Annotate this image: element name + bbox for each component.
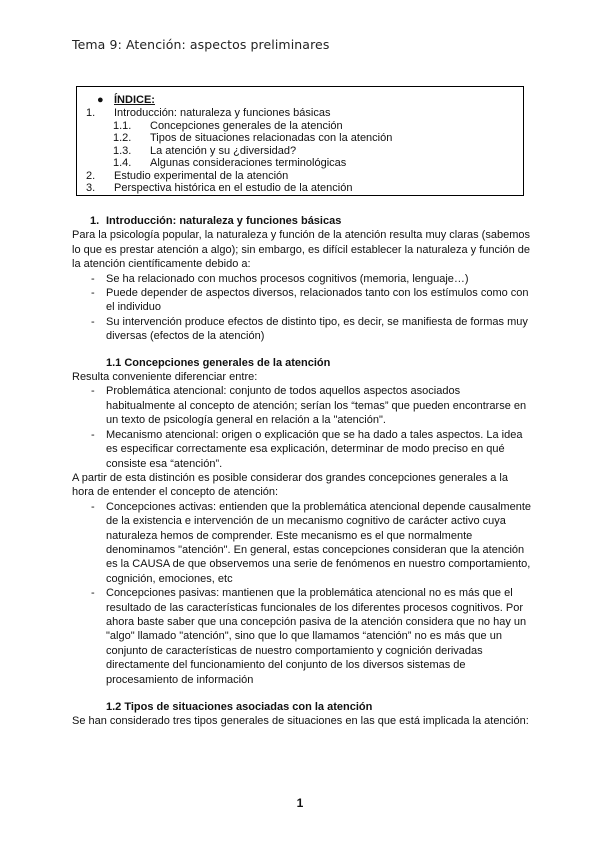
toc-item-label: Concepciones generales de la atención bbox=[150, 120, 343, 132]
toc-item-label: Introducción: naturaleza y funciones básicas bbox=[114, 107, 331, 119]
list-item: - Se ha relacionado con muchos procesos cognitivos (memoria, lenguaje…) bbox=[72, 272, 532, 286]
section-1-intro: Para la psicología popular, la naturaleza y función de la atención resulta muy claras (sabemos lo que es prestar atención a algo); sin embargo, es difícil establecer la naturaleza y función de la atención científicamente debido a: bbox=[72, 229, 530, 271]
list-item: - Concepciones activas: entienden que la problemática atencional depende causalmente de la existencia e intervención de un mecanismo cognitivo de carácter activo cuya naturaleza hemos de comprender. Este mecanismo es el que normalmente denominamos "atención". En general, estas concepciones consideran que la atención es la CAUSA de que observemos una serie de fenómenos en nuestro comportamiento, cognición, emociones, etc bbox=[72, 500, 532, 586]
toc-title: ÍNDICE: bbox=[114, 94, 155, 106]
section-1-2-intro: Se han considerado tres tipos generales de situaciones en las que está implicada la atención: bbox=[72, 715, 529, 728]
page-header-title: Tema 9: Atención: aspectos preliminares bbox=[72, 37, 330, 52]
section-1-1-heading: 1.1 Concepciones generales de la atención bbox=[106, 356, 331, 369]
toc-item-number: 1. bbox=[86, 107, 96, 119]
section-1-1-intro: Resulta conveniente diferenciar entre: bbox=[72, 371, 258, 384]
toc-item-number: 3. bbox=[86, 182, 96, 194]
table-of-contents bbox=[76, 86, 524, 196]
toc-item-number: 2. bbox=[86, 170, 96, 182]
section-1-2-heading: 1.2 Tipos de situaciones asociadas con la atención bbox=[106, 701, 373, 713]
section-1-1-list bbox=[72, 384, 532, 470]
toc-item-number: 1.2. bbox=[113, 132, 132, 144]
toc-item-number: 1.3. bbox=[113, 145, 132, 157]
section-1-list bbox=[72, 272, 532, 344]
list-item: - Puede depender de aspectos diversos, relacionados tanto con los estímulos como con el individuo bbox=[72, 286, 532, 315]
list-item: - Su intervención produce efectos de distinto tipo, es decir, se manifiesta de formas muy diversas (efectos de la atención) bbox=[72, 315, 532, 344]
toc-item-label: Algunas consideraciones terminológicas bbox=[150, 157, 347, 169]
toc-item-label: Estudio experimental de la atención bbox=[114, 170, 289, 182]
list-item: - Mecanismo atencional: origen o explicación que se ha dado a tales aspectos. La idea es especificar correctamente esa explicación, determinar de modo preciso en qué consiste esa “atención”. bbox=[72, 428, 532, 471]
list-item: - Problemática atencional: conjunto de todos aquellos aspectos asociados habitualmente al concepto de atención; serían los “temas” que pueden encontrarse en un texto de psicología general en relación a la "atención". bbox=[72, 384, 532, 427]
toc-item-label: Tipos de situaciones relacionadas con la atención bbox=[150, 132, 393, 144]
page-number: 1 bbox=[296, 796, 304, 810]
document-body bbox=[72, 214, 532, 729]
section-1-1-list-2 bbox=[72, 500, 532, 687]
toc-item-number: 1.1. bbox=[113, 120, 132, 132]
toc-item-number: 1.4. bbox=[113, 157, 132, 169]
list-item: - Concepciones pasivas: mantienen que la problemática atencional no es más que el resultado de las características funcionales de los diferentes procesos cognitivos. Por ahora baste saber que una concepción pasiva de la atención considera que no hay un "algo" llamado "atención", sino que lo que llamamos “atención” no es más que un conjunto de características de nuestro comportamiento y cognición derivadas directamente del funcionamiento del conjunto de los diversos sistemas de procesamiento de información bbox=[72, 586, 532, 687]
toc-bullet: ● bbox=[97, 94, 104, 106]
section-1-heading: 1. Introducción: naturaleza y funciones básicas bbox=[90, 215, 342, 227]
section-1-1-paragraph: A partir de esta distinción es posible considerar dos grandes concepciones generales a la hora de entender el concepto de atención: bbox=[72, 471, 508, 499]
toc-item-label: Perspectiva histórica en el estudio de la atención bbox=[114, 182, 353, 194]
toc-item-label: La atención y su ¿diversidad? bbox=[150, 145, 297, 157]
